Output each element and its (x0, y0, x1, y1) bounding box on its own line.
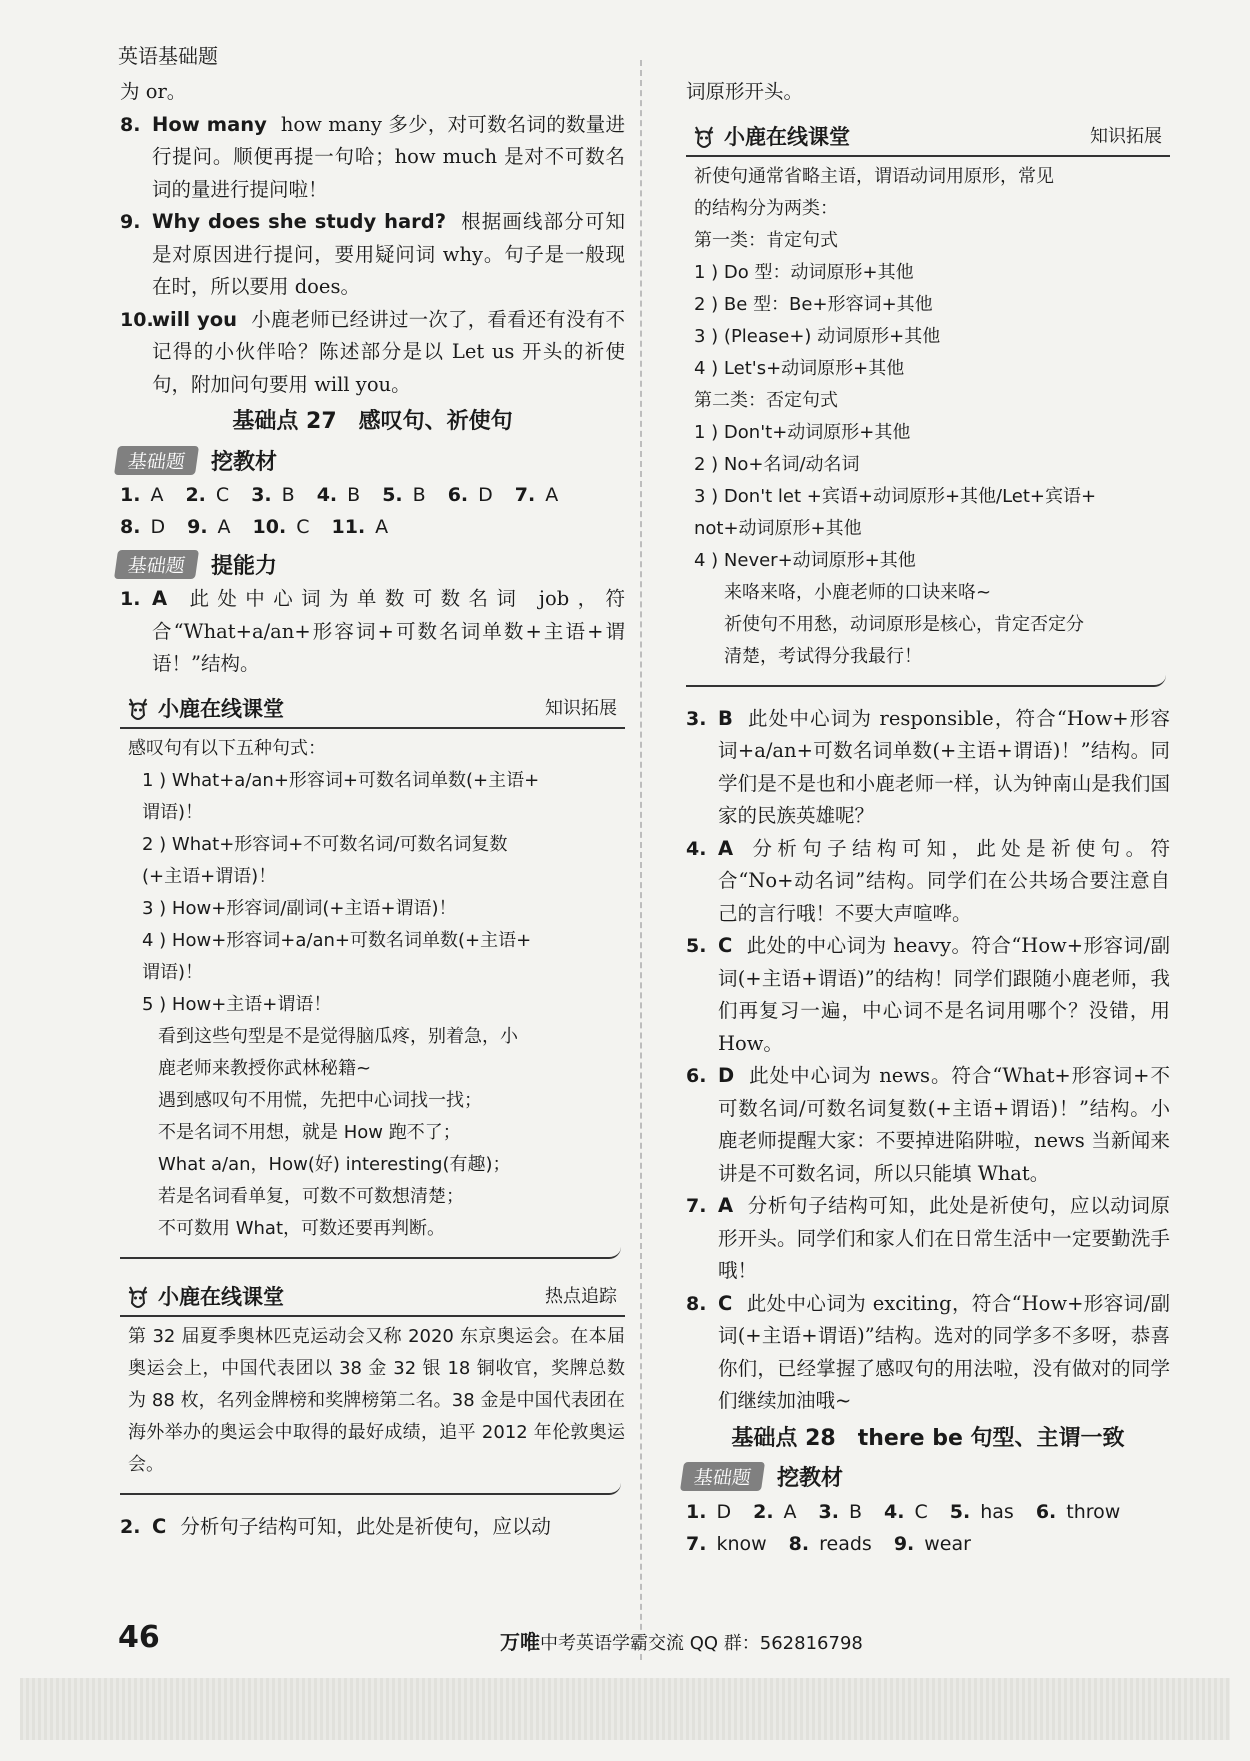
answer-value: A (150, 484, 164, 506)
answer-number: 4. (884, 1500, 905, 1523)
answer-number: 6. (447, 484, 469, 506)
answer-number: 8. (788, 1532, 810, 1555)
box-poem (128, 1021, 625, 1245)
box-line: 第一类：肯定句式 (694, 229, 838, 251)
answer-item (686, 1060, 1170, 1190)
answer-item (120, 1511, 625, 1544)
box-body (686, 161, 1170, 673)
box-line: 清楚，考试得分我最行！ (724, 645, 922, 667)
item-text: 此处中心词为 responsible，符合“How+形容词+a/an+可数名词单数(+主语+谓语)！”结构。同学们是不是也和小鹿老师一样，认为钟南山是我们国家的民族英雄呢？ (718, 706, 1170, 827)
box-line: 4 ) How+形容词+a/an+可数名词单数(+主语+ (142, 929, 532, 951)
item-body (152, 304, 625, 402)
item-body (718, 1190, 1170, 1288)
answer-number: 8. (120, 516, 141, 538)
item-answer: C (718, 1291, 733, 1315)
answer-value: D (478, 484, 493, 506)
item-body (718, 833, 1170, 931)
answer-value: know (716, 1532, 767, 1555)
answer-value: D (716, 1500, 732, 1523)
item-answer: Why does she study hard? (152, 210, 447, 233)
answer-number: 4. (316, 484, 338, 506)
answer-item (120, 109, 625, 207)
answer-number: 5. (949, 1500, 971, 1523)
box-header (120, 1275, 625, 1317)
box-line: 看到这些句型是不是觉得脑瓜疼，别着急，小 (158, 1025, 518, 1047)
item-number: 6. (686, 1065, 707, 1087)
item-text: 小鹿老师已经讲过一次了，看看还有没有不记得的小伙伴哈？陈述部分是以 Let us 开头的祈使句，附加问句要用 will you。 (152, 307, 625, 396)
item-answer: B (718, 706, 733, 730)
answer-number: 3. (818, 1500, 839, 1523)
deer-icon (124, 1285, 152, 1315)
answer-value: B (281, 484, 295, 506)
box-title: 小鹿在线课堂 (158, 696, 284, 721)
box-footer-rule (120, 1245, 621, 1259)
answer-item (120, 206, 625, 304)
answer-line (686, 1528, 1170, 1560)
item-answer: will you (152, 307, 238, 331)
lesson-box-3 (686, 115, 1170, 695)
answer-number: 6. (1035, 1500, 1057, 1523)
footer-brand: 万唯 (500, 1630, 540, 1654)
box-line: 2 ) Be 型：Be+形容词+其他 (694, 293, 933, 315)
tag-sub: 挖教材 (211, 449, 278, 475)
item-text: how many 多少，对可数名词的数量进行提问。顺便再提一句哈；how much 是对不可数名词的量进行提问啦！ (152, 112, 625, 201)
bottom-edge-texture (20, 1678, 1230, 1740)
answer-number: 3. (251, 484, 272, 506)
box-line: 5 ) How+主语+谓语！ (142, 993, 332, 1015)
left-column (120, 76, 625, 1543)
answer-value: throw (1066, 1500, 1121, 1523)
answer-item (120, 304, 625, 402)
item-body (152, 109, 625, 207)
tag-row-3 (682, 1462, 1170, 1492)
section-28-title: 基础点 28 there be 句型、主谓一致 (731, 1425, 1125, 1451)
box-tag: 知识拓展 (545, 697, 617, 719)
item-text: 分析句子结构可知，此处是祈使句，应以动词原形开头。同学们和家人们在日常生活中一定要勤洗手哦！ (718, 1194, 1170, 1282)
item-number: 9. (120, 211, 141, 233)
item-answer: D (718, 1064, 735, 1087)
answer-number: 2. (753, 1500, 774, 1523)
box-header (686, 115, 1170, 157)
answer-value: has (980, 1500, 1014, 1523)
box-line: 祈使句通常省略主语，谓语动词用原形，常见 (694, 165, 1054, 187)
box-line: 谓语)！ (142, 961, 204, 983)
right-lead: 词原形开头。 (686, 80, 804, 103)
box-line: (+主语+谓语)！ (142, 865, 277, 887)
deer-icon (690, 125, 718, 155)
box-line: 谓语)！ (142, 801, 204, 823)
answer-value: B (849, 1500, 863, 1523)
answer-list-b (686, 703, 1170, 1418)
item-number: 1. (120, 588, 141, 610)
item-number: 3. (686, 707, 707, 730)
answer-line (686, 1496, 1170, 1528)
box-line: 第二类：否定句式 (694, 389, 838, 411)
item-number: 2. (120, 1515, 141, 1538)
item-body (718, 930, 1170, 1060)
answer-value: A (545, 484, 559, 506)
footer-note (500, 1626, 863, 1655)
box-tag: 知识拓展 (1090, 125, 1162, 147)
item-number: 10. (120, 308, 154, 331)
answer-value: D (150, 516, 166, 538)
box-line: 3 ) Don't let +宾语+动词原形+其他/Let+宾语+ (694, 485, 1097, 507)
answer-value: B (347, 484, 361, 506)
tag-row-1 (116, 445, 625, 475)
box-line: 4 ) Never+动词原形+其他 (694, 549, 916, 571)
item-number: 8. (686, 1292, 707, 1315)
box-line: 若是名词看单复，可数不可数想清楚； (158, 1185, 464, 1207)
item-answer: A (718, 836, 734, 860)
item-number: 8. (120, 113, 141, 136)
box-line: 不是名词不用想，就是 How 跑不了； (158, 1121, 461, 1143)
answer-item (686, 1288, 1170, 1418)
footer-text: 中考英语学霸交流 QQ 群：562816798 (540, 1633, 863, 1654)
box-line: 3 ) (Please+) 动词原形+其他 (694, 325, 941, 347)
box-line: 遇到感叹句不用慌，先把中心词找一找； (158, 1089, 482, 1111)
answer-value: A (217, 516, 231, 538)
box-body (120, 733, 625, 1245)
box-footer-rule (120, 1481, 621, 1495)
tag-row-2 (116, 549, 625, 579)
item-body (152, 206, 625, 304)
box-line: 4 ) Let's+动词原形+其他 (694, 357, 905, 379)
answer-line (120, 511, 625, 543)
box-line: 1 ) What+a/an+形容词+可数名词单数(+主语+ (142, 769, 540, 791)
answer-value: reads (819, 1532, 872, 1555)
box-line: 3 ) How+形容词/副词(+主语+谓语)！ (142, 897, 457, 919)
box-footer-rule (686, 673, 1166, 687)
item-answer: How many (152, 112, 267, 136)
answers-28 (686, 1496, 1170, 1560)
tag-label: 基础题 (680, 1462, 765, 1491)
answer-item (686, 1190, 1170, 1288)
answer-number: 7. (686, 1532, 707, 1555)
item-answer: A (152, 587, 168, 610)
column-divider (640, 60, 642, 1660)
item-body (152, 1511, 625, 1544)
tag-sub: 提能力 (211, 553, 278, 579)
box-intro: 感叹句有以下五种句式： (128, 737, 326, 759)
page-number: 46 (118, 1620, 160, 1655)
box-line: not+动词原形+其他 (694, 517, 862, 539)
item-text: 此处的中心词为 heavy。符合“How+形容词/副词(+主语+谓语)”的结构！同学们跟随小鹿老师，我们再复习一遍，中心词不是名词用哪个？没错，用 How。 (718, 934, 1170, 1055)
lesson-box-2 (120, 1275, 625, 1503)
item-text: 分析句子结构可知，此处是祈使句。符合“No+动名词”结构。同学们在公共场合要注意自己的言行哦！不要大声喧哗。 (718, 836, 1170, 925)
answer-value: wear (924, 1532, 971, 1555)
item-number: 5. (686, 935, 707, 957)
box-line: 1 ) Don't+动词原形+其他 (694, 421, 911, 443)
box-line: 2 ) No+名词/动名词 (694, 453, 860, 475)
item-answer: A (718, 1194, 734, 1217)
answer-number: 10. (252, 516, 287, 538)
answer-value: A (783, 1500, 797, 1523)
box-text: 第 32 届夏季奥林匹克运动会又称 2020 东京奥运会。在本届奥运会上，中国代表团以 38 金 32 银 18 铜收官，奖牌总数为 88 枚，名列金牌榜和奖牌榜第二名。38 金是中国代表团在海外举办的奥运会中取得的最好成绩，追平 2012 年伦敦奥运会。 (128, 1325, 625, 1475)
item-text: 此处中心词为 news。符合“What+形容词+不可数名词/可数名词复数(+主语+谓语)！”结构。小鹿老师提醒大家：不要掉进陷阱啦，news 当新闻来讲是不可数名词，所以只能填 What。 (718, 1064, 1170, 1185)
answer-value: B (412, 484, 426, 506)
left-lead: 为 or。 (120, 80, 187, 103)
answer-number: 2. (185, 484, 206, 506)
box-lines (128, 765, 625, 1021)
box-poem (694, 577, 1170, 673)
answer-value: C (914, 1500, 928, 1523)
answer-number: 9. (187, 516, 208, 538)
box-line: 不可数用 What，可数还要再判断。 (158, 1217, 446, 1239)
answer-number: 1. (686, 1500, 707, 1523)
item-text: 此处中心词为 exciting，符合“How+形容词/副词(+主语+谓语)”结构。选对的同学多不多呀，恭喜你们，已经掌握了感叹句的用法啦，没有做对的同学们继续加油哦~ (718, 1291, 1170, 1412)
section-27-title: 基础点 27 感叹句、祈使句 (232, 409, 513, 434)
answer-number: 5. (382, 484, 403, 506)
item-text: 此处中心词为单数可数名词 job，符合“What+a/an+形容词+可数名词单数+主语+谓语！”结构。 (152, 587, 625, 675)
answer-value: C (215, 484, 230, 506)
lesson-box-1 (120, 687, 625, 1267)
box-lines (694, 161, 1170, 577)
box-line: 来咯来咯，小鹿老师的口诀来咯~ (724, 581, 992, 603)
answer-number: 1. (120, 484, 141, 506)
tag-label: 基础题 (114, 446, 199, 475)
answer-value: A (375, 516, 389, 538)
item-text: 根据画线部分可知是对原因进行提问，要用疑问词 why。句子是一般现在时，所以要用 does。 (152, 210, 625, 298)
item-body (152, 583, 625, 681)
tag-label: 基础题 (114, 550, 199, 579)
box-line: 1 ) Do 型：动词原形+其他 (694, 261, 914, 283)
answer-value: C (296, 516, 310, 538)
item-number: 7. (686, 1195, 707, 1217)
answer-item (686, 930, 1170, 1060)
answer-line (120, 479, 625, 511)
item-text: 分析句子结构可知，此处是祈使句，应以动 (180, 1514, 551, 1538)
header-title: 英语基础题 (118, 44, 218, 68)
item-body (718, 1060, 1170, 1190)
answer-number: 11. (331, 516, 366, 538)
answers-27 (120, 479, 625, 543)
box-title: 小鹿在线课堂 (158, 1284, 284, 1309)
box-line: What a/an，How(好) interesting(有趣)； (158, 1153, 511, 1175)
box-tag: 热点追踪 (545, 1285, 617, 1307)
deer-icon (124, 697, 152, 727)
tag-sub: 挖教材 (777, 1466, 844, 1491)
box-title: 小鹿在线课堂 (724, 124, 850, 149)
answer-list-a (120, 109, 625, 402)
answer-item (686, 833, 1170, 931)
answer-item (120, 583, 625, 681)
item-body (718, 1288, 1170, 1418)
item-answer: C (718, 934, 733, 957)
answer-item (686, 703, 1170, 833)
item-answer: C (152, 1514, 167, 1538)
answer-number: 9. (893, 1532, 915, 1555)
item-body (718, 703, 1170, 833)
box-line: 的结构分为两类： (694, 197, 838, 219)
box-line: 2 ) What+形容词+不可数名词/可数名词复数 (142, 833, 508, 855)
box-header (120, 687, 625, 729)
item-number: 4. (686, 837, 707, 860)
answer-number: 7. (514, 484, 536, 506)
right-column (686, 76, 1170, 1560)
box-line: 鹿老师来教授你武林秘籍~ (158, 1057, 372, 1079)
box-line: 祈使句不用愁，动词原形是核心，肯定否定分 (724, 613, 1084, 635)
